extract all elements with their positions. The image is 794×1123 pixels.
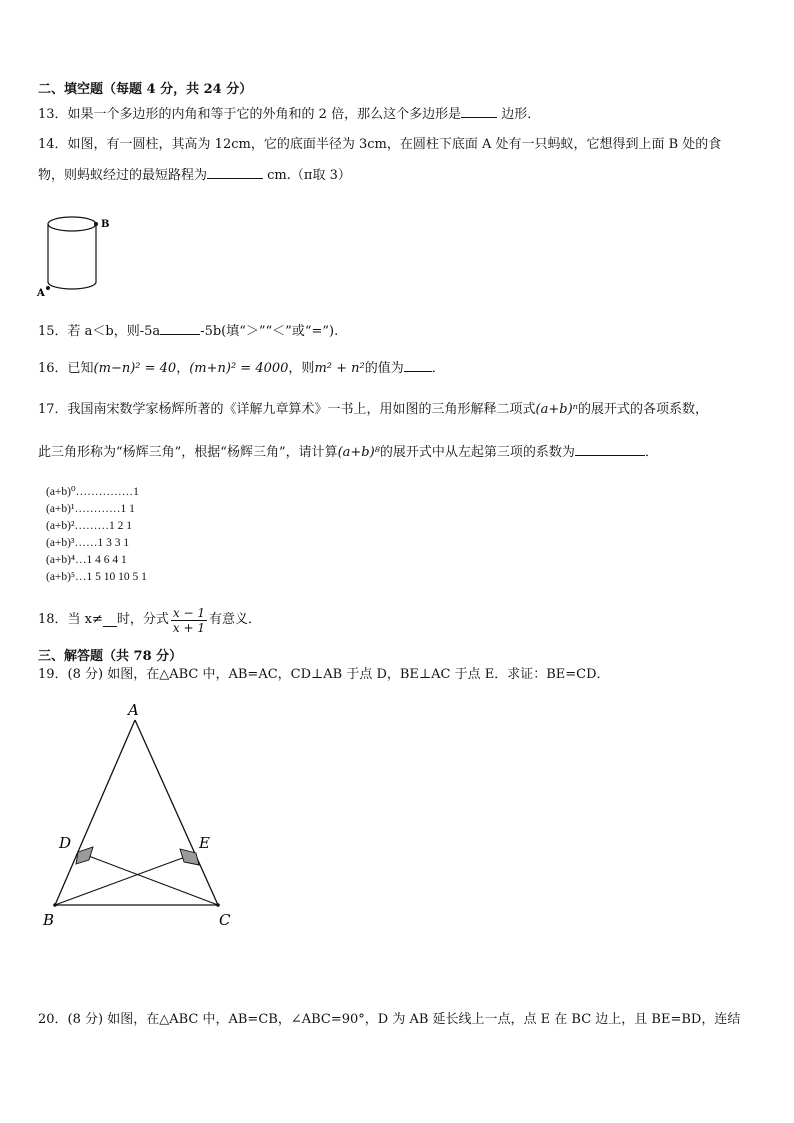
q16-end: ． xyxy=(431,361,445,376)
yanghui-triangle xyxy=(46,484,147,586)
q18-answer-blank[interactable] xyxy=(103,613,117,627)
question-18 xyxy=(38,600,261,640)
label-b: B xyxy=(101,219,110,230)
question-13 xyxy=(38,104,540,125)
q18-numerator: x − 1 xyxy=(172,605,206,620)
triangle-row: (a+b)⁴…1 4 6 4 1 xyxy=(46,554,127,566)
q16-expr2: (m+n)² = 4000 xyxy=(189,361,289,376)
label-b: B xyxy=(43,911,55,929)
question-15 xyxy=(38,321,338,342)
question-19: 19．(8 分) 如图，在△ABC 中，AB=AC，CD⊥AB 于点 D，BE⊥AC 于点 E．求证：BE=CD． xyxy=(38,667,610,682)
triangle-row: (a+b)²………1 2 1 xyxy=(46,520,132,532)
question-20: 20．(8 分) 如图，在△ABC 中，AB=CB，∠ABC=90°，D 为 AB 延长线上一点，点 E 在 BC 边上，且 BE=BD，连结 xyxy=(38,1012,741,1027)
triangle-row: (a+b)⁵…1 5 10 10 5 1 xyxy=(46,571,147,583)
q17-text-2: 此三角形称为“杨辉三角”，根据“杨辉三角”，请计算 xyxy=(38,445,338,460)
q16-sep: ， xyxy=(176,361,190,376)
q17-text: 17．我国南宋数学家杨辉所著的《详解九章算术》一书上，用如图的三角形解释二项式 xyxy=(38,402,536,417)
q13-text-end: 边形． xyxy=(501,107,541,122)
q17-line1 xyxy=(38,400,708,420)
q14-line1: 14．如图，有一圆柱，其高为 12cm，它的底面半径为 3cm，在圆柱下底面 A 处有一只蚂蚁，它想得到上面 B 处的食 xyxy=(38,137,722,152)
label-a: A xyxy=(128,701,139,719)
q16-prefix: 16．已知 xyxy=(38,361,94,376)
section-heading-solutions: 三、解答题（共 78 分） xyxy=(38,649,183,664)
question-16 xyxy=(38,358,445,379)
q18-fraction xyxy=(171,606,207,635)
cylinder-figure xyxy=(30,210,120,300)
q17-answer-blank[interactable] xyxy=(575,442,645,456)
triangle-abc-figure xyxy=(35,695,245,935)
q17-line2 xyxy=(38,442,658,463)
triangle-row: (a+b)⁰……………1 xyxy=(46,486,139,498)
label-a: A xyxy=(37,288,45,299)
triangle-row: (a+b)³……1 3 3 1 xyxy=(46,537,130,549)
point-a xyxy=(46,286,50,290)
q14-answer-blank[interactable] xyxy=(207,165,263,179)
q14-line2 xyxy=(38,165,351,186)
q13-answer-blank[interactable] xyxy=(461,104,497,118)
label-e: E xyxy=(199,834,210,852)
q18-text-c: 有意义． xyxy=(209,612,262,627)
q15-answer-blank[interactable] xyxy=(160,321,200,335)
q18-text-b: 时，分式 xyxy=(116,612,169,627)
point-b xyxy=(94,222,98,226)
triangle-row: (a+b)¹…………1 1 xyxy=(46,503,135,515)
q18-denominator: x + 1 xyxy=(172,620,206,635)
q14-text-end: cm.（π取 3） xyxy=(267,168,351,183)
q16-expr3: m² + n² xyxy=(314,361,365,376)
right-angle-mark-e xyxy=(180,849,199,865)
q15-text-end: -5b(填“＞”“＜”或“=”). xyxy=(200,324,339,339)
q16-suffix: 的值为 xyxy=(364,361,404,376)
q17-text-b: 的展开式的各项系数， xyxy=(577,402,708,417)
section-heading-fill-in: 二、填空题（每题 4 分，共 24 分） xyxy=(38,82,253,97)
q16-mid: ，则 xyxy=(288,361,315,376)
q16-expr1: (m−n)² = 40 xyxy=(93,361,177,376)
q16-answer-blank[interactable] xyxy=(404,358,432,372)
label-c: C xyxy=(219,911,231,929)
q15-text: 15．若 a＜b，则-5a xyxy=(38,324,161,339)
q17-end: ． xyxy=(644,445,658,460)
q13-text: 13．如果一个多边形的内角和等于它的外角和的 2 倍，那么这个多边形是 xyxy=(38,107,462,122)
label-d: D xyxy=(59,834,72,852)
q18-text: 18．当 x≠ xyxy=(38,612,103,627)
q17-text-2b: 的展开式中从左起第三项的系数为 xyxy=(379,445,575,460)
q17-expr-n: (a+b)ⁿ xyxy=(535,402,578,417)
q14-text: 物，则蚂蚁经过的最短路程为 xyxy=(38,168,208,183)
q17-expr-8: (a+b)⁸ xyxy=(337,445,380,460)
